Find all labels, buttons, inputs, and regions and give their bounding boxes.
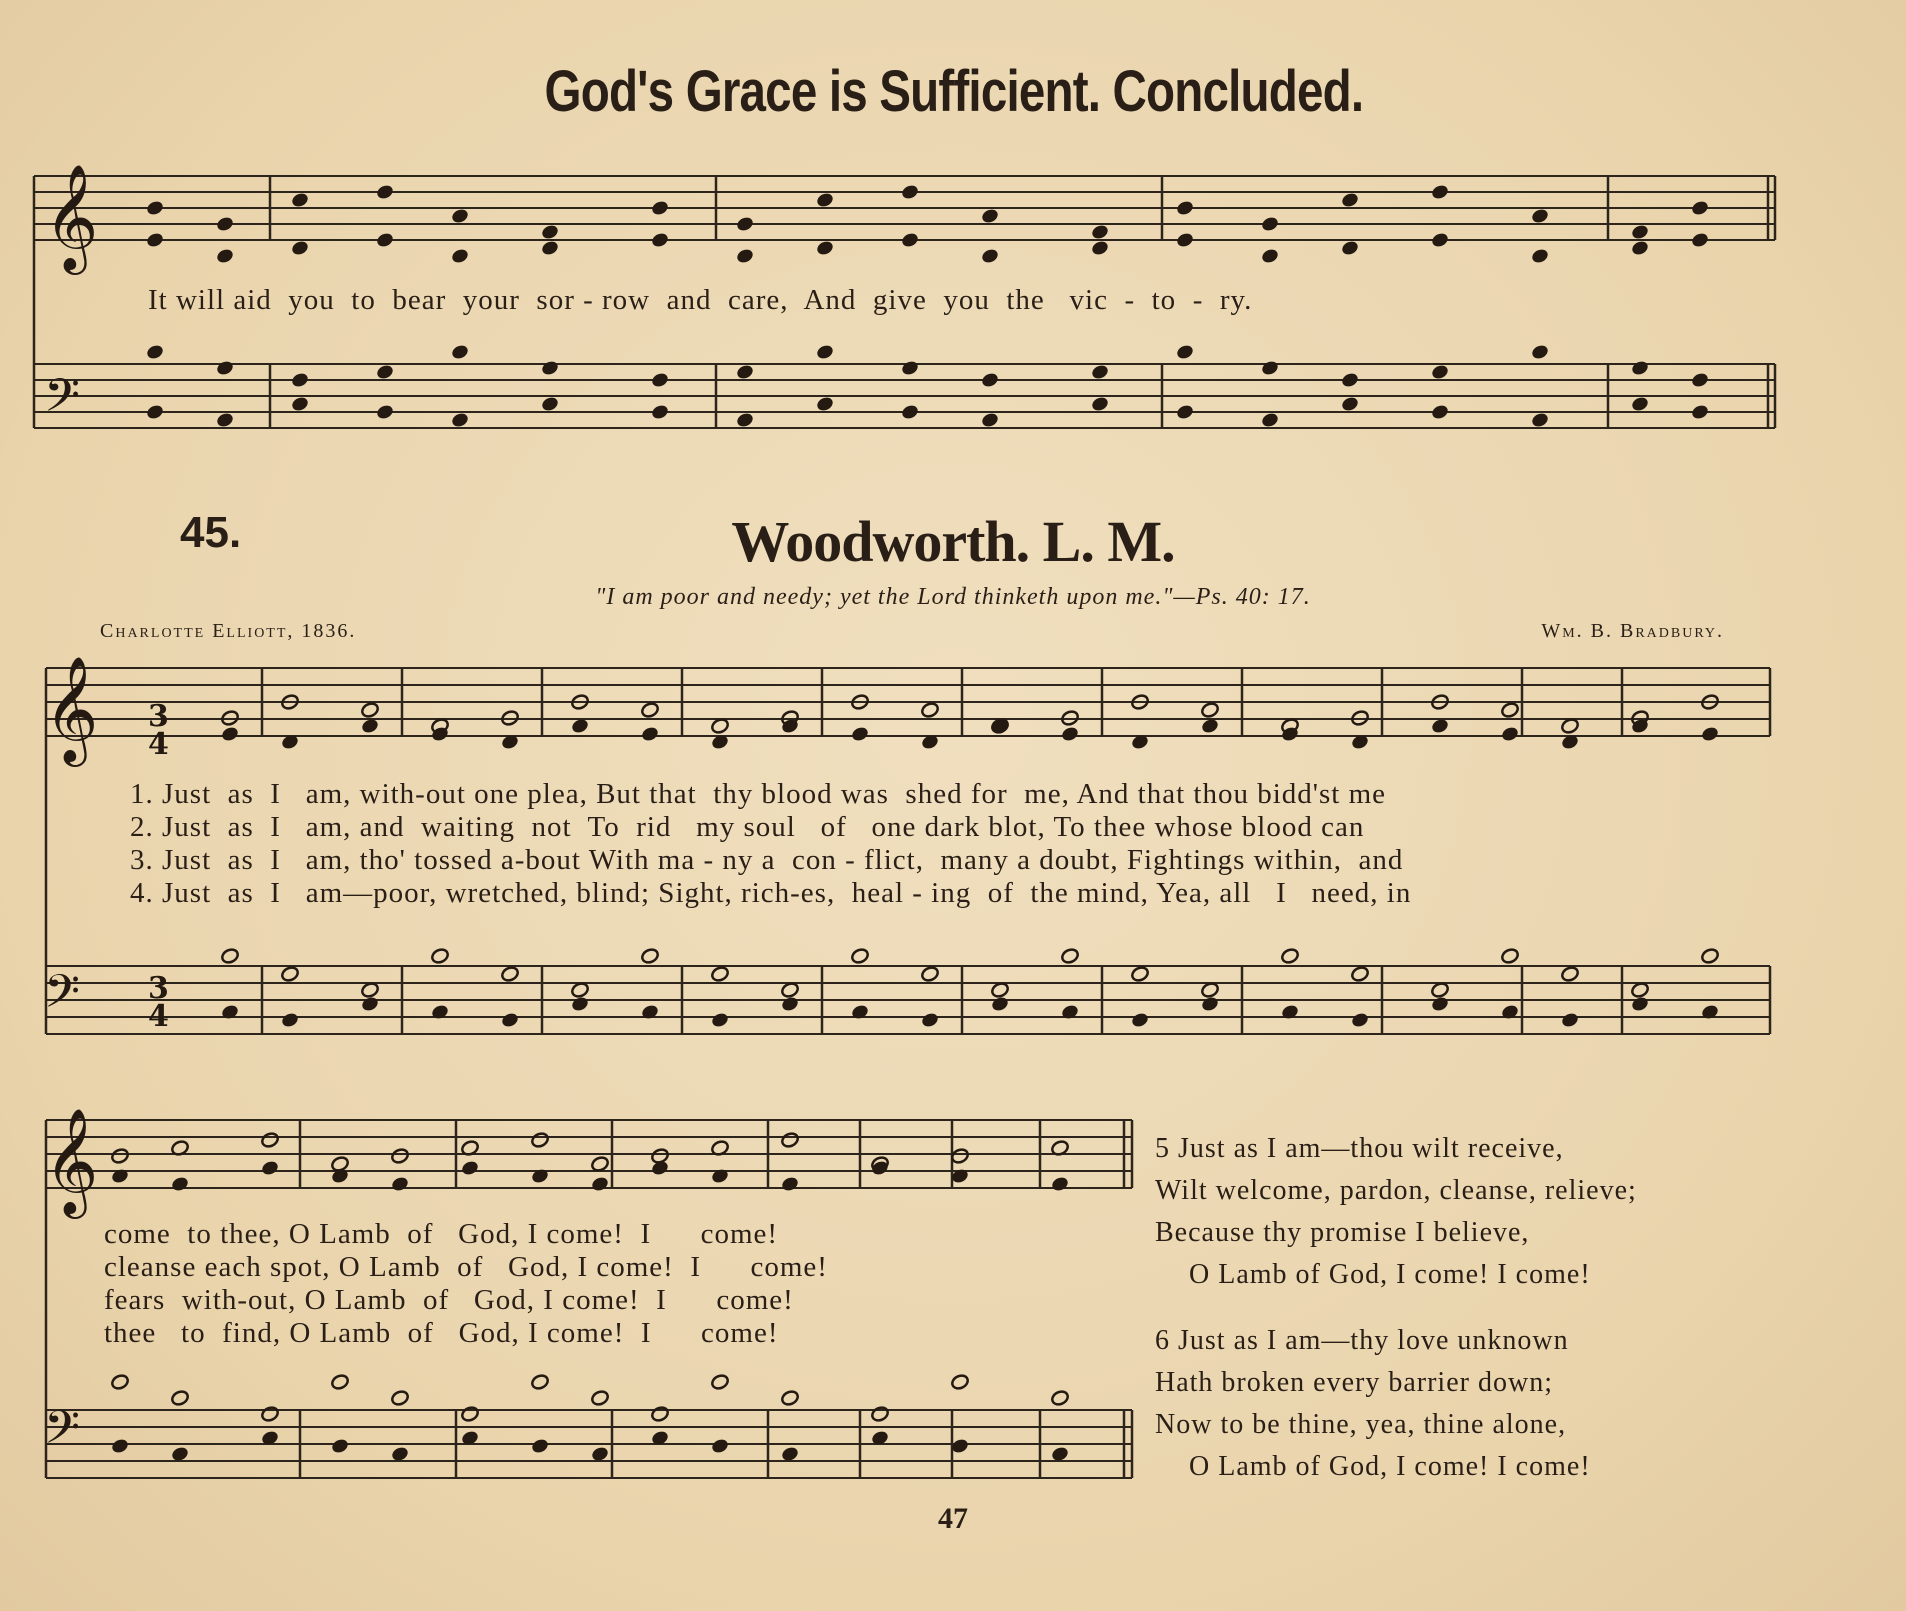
note-head: [1340, 239, 1360, 257]
note-head: [710, 1011, 730, 1029]
note-head: [390, 1175, 410, 1193]
note-head: [870, 1405, 890, 1423]
verse-3-line-2: fears with-out, O Lamb of God, I come! I come!: [104, 1284, 794, 1316]
note-head: [1500, 725, 1520, 743]
scripture-epigraph: "I am poor and needy; yet the Lord thinketh upon me."—Ps. 40: 17.: [595, 584, 1311, 610]
note-head: [1175, 231, 1195, 249]
time-signature-top: 3: [148, 699, 169, 734]
lyric-syllable: you: [288, 284, 335, 316]
note-head: [530, 1131, 550, 1149]
bass-staff: [46, 966, 1770, 1034]
note-head: [735, 215, 755, 233]
note-head: [110, 1373, 130, 1391]
note-head: [1690, 199, 1710, 217]
note-head: [1560, 965, 1580, 983]
note-head: [450, 207, 470, 225]
note-head: [1050, 1389, 1070, 1407]
note-head: [1690, 371, 1710, 389]
note-head: [1530, 343, 1550, 361]
note-head: [735, 411, 755, 429]
treble-clef-icon: 𝄞: [44, 163, 99, 270]
note-head: [780, 1389, 800, 1407]
treble-clef-icon: 𝄞: [44, 1107, 99, 1214]
note-head: [900, 403, 920, 421]
note-head: [1700, 947, 1720, 965]
verse-2-line-1: 2. Just as I am, and waiting not To rid my soul of one dark blot, To thee whose blood can: [130, 811, 1365, 843]
note-head: [540, 395, 560, 413]
note-head: [460, 1159, 480, 1177]
note-head: [900, 231, 920, 249]
lyric-syllable: care,: [728, 284, 789, 316]
note-head: [850, 947, 870, 965]
note-head: [640, 701, 660, 719]
note-head: [530, 1437, 550, 1455]
note-head: [1060, 1003, 1080, 1021]
note-head: [980, 411, 1000, 429]
lyric-syllable: vic: [1069, 284, 1108, 316]
note-head: [1630, 223, 1650, 241]
note-head: [1260, 359, 1280, 377]
note-head: [850, 1003, 870, 1021]
lyric-syllable: your: [462, 284, 520, 316]
bass-clef-icon: 𝄢: [44, 1401, 81, 1466]
note-head: [920, 965, 940, 983]
note-head: [375, 183, 395, 201]
note-head: [1430, 183, 1450, 201]
verse-4-line-2: thee to find, O Lamb of God, I come! I come!: [104, 1317, 779, 1349]
time-signature-bottom: 4: [148, 727, 169, 762]
note-head: [1280, 947, 1300, 965]
verse-1-line-2: come to thee, O Lamb of God, I come! I come!: [104, 1218, 779, 1250]
treble-staff: [34, 176, 1775, 240]
note-head: [640, 1003, 660, 1021]
note-head: [390, 1389, 410, 1407]
note-head: [145, 343, 165, 361]
note-head: [815, 343, 835, 361]
note-head: [1500, 701, 1520, 719]
note-head: [640, 947, 660, 965]
note-head: [780, 1131, 800, 1149]
note-head: [735, 247, 755, 265]
note-head: [850, 725, 870, 743]
bass-staff: [46, 1410, 1132, 1478]
note-head: [500, 1011, 520, 1029]
note-head: [650, 371, 670, 389]
stanza-line: O Lamb of God, I come! I come!: [1189, 1259, 1591, 1290]
note-head: [530, 1167, 550, 1185]
note-head: [215, 411, 235, 429]
note-head: [590, 1389, 610, 1407]
note-head: [170, 1175, 190, 1193]
note-head: [590, 1175, 610, 1193]
note-head: [290, 371, 310, 389]
note-head: [650, 231, 670, 249]
note-head: [1630, 995, 1650, 1013]
note-head: [375, 403, 395, 421]
note-head: [1700, 725, 1720, 743]
note-head: [530, 1373, 550, 1391]
lyric-syllable: to: [1151, 284, 1177, 316]
note-head: [650, 1405, 670, 1423]
note-head: [450, 411, 470, 429]
note-head: [215, 359, 235, 377]
lyric-syllable: aid: [233, 284, 272, 316]
note-head: [500, 965, 520, 983]
note-head: [1560, 1011, 1580, 1029]
stanza-line: Now to be thine, yea, thine alone,: [1155, 1409, 1567, 1440]
song-title-concluded: God's Grace is Sufficient. Concluded.: [544, 59, 1364, 124]
note-head: [1260, 215, 1280, 233]
note-head: [1700, 1003, 1720, 1021]
stanza-line: Hath broken every barrier down;: [1155, 1367, 1553, 1398]
stanza-line: O Lamb of God, I come! I come!: [1189, 1451, 1591, 1482]
note-head: [1200, 995, 1220, 1013]
verse-3-line-1: 3. Just as I am, tho' tossed a-bout With ma - ny a con - flict, many a doubt, Fightings within, and: [130, 844, 1404, 876]
note-head: [1340, 395, 1360, 413]
note-head: [640, 725, 660, 743]
note-head: [1130, 965, 1150, 983]
lyric-syllable: -: [1192, 284, 1204, 316]
stanza-6: [1155, 1320, 1591, 1488]
note-head: [1260, 411, 1280, 429]
note-head: [1690, 231, 1710, 249]
treble-staff: [46, 668, 1770, 736]
note-head: [1690, 403, 1710, 421]
note-head: [110, 1167, 130, 1185]
note-head: [170, 1389, 190, 1407]
note-head: [450, 247, 470, 265]
note-head: [540, 223, 560, 241]
lyric-syllable: bear: [392, 284, 447, 316]
note-head: [980, 207, 1000, 225]
treble-clef-icon: 𝄞: [44, 655, 99, 762]
note-head: [290, 239, 310, 257]
note-head: [460, 1405, 480, 1423]
verse-2-line-2: cleanse each spot, O Lamb of God, I come! I come!: [104, 1251, 828, 1283]
note-head: [110, 1147, 130, 1165]
verse-4-line-1: 4. Just as I am—poor, wretched, blind; Sight, rich-es, heal - ing of the mind, Yea, all I need, in: [130, 877, 1412, 909]
note-head: [735, 363, 755, 381]
note-head: [1350, 965, 1370, 983]
note-head: [650, 403, 670, 421]
note-head: [950, 1373, 970, 1391]
note-head: [1175, 199, 1195, 217]
lyric-syllable: you: [943, 284, 990, 316]
stanza-line: Wilt welcome, pardon, cleanse, relieve;: [1155, 1175, 1637, 1206]
note-head: [710, 965, 730, 983]
note-head: [220, 1003, 240, 1021]
note-head: [540, 239, 560, 257]
stanza-line: Because thy promise I believe,: [1155, 1217, 1530, 1248]
note-head: [990, 995, 1010, 1013]
note-head: [1500, 1003, 1520, 1021]
note-head: [920, 1011, 940, 1029]
lyric-syllable: the: [1006, 284, 1045, 316]
note-head: [110, 1437, 130, 1455]
note-head: [375, 363, 395, 381]
note-head: [980, 247, 1000, 265]
note-head: [375, 231, 395, 249]
note-head: [280, 965, 300, 983]
note-head: [390, 1147, 410, 1165]
note-head: [1200, 701, 1220, 719]
note-head: [1530, 411, 1550, 429]
note-head: [260, 1405, 280, 1423]
verse-1-line-1: 1. Just as I am, with-out one plea, But that thy blood was shed for me, And that thou bidd'st me: [130, 778, 1387, 810]
note-head: [430, 1003, 450, 1021]
note-head: [1260, 247, 1280, 265]
note-head: [330, 1373, 350, 1391]
note-head: [220, 947, 240, 965]
note-head: [780, 1175, 800, 1193]
note-head: [1280, 1003, 1300, 1021]
note-head: [650, 199, 670, 217]
note-head: [1090, 395, 1110, 413]
treble-staff: [46, 1120, 1132, 1188]
note-head: [360, 995, 380, 1013]
lyric-syllable: will: [175, 284, 226, 316]
note-head: [290, 191, 310, 209]
note-head: [220, 725, 240, 743]
note-head: [1430, 231, 1450, 249]
composer-credit: Wm. B. Bradbury.: [1541, 620, 1724, 642]
note-head: [1340, 371, 1360, 389]
note-head: [1175, 343, 1195, 361]
note-head: [430, 947, 450, 965]
note-head: [260, 1131, 280, 1149]
lyric-syllable: give: [872, 284, 927, 316]
lyric-syllable: It: [148, 284, 168, 316]
note-head: [290, 395, 310, 413]
note-head: [815, 239, 835, 257]
lyric-syllable: sor - row: [536, 284, 651, 316]
lyric-syllable: to: [351, 284, 376, 316]
note-head: [1130, 1011, 1150, 1029]
note-head: [145, 199, 165, 217]
note-head: [815, 191, 835, 209]
author-credit: Charlotte Elliott, 1836.: [100, 620, 357, 642]
lyric-syllable: And: [803, 284, 857, 316]
bass-staff: [34, 364, 1775, 428]
note-head: [215, 215, 235, 233]
note-head: [145, 231, 165, 249]
note-head: [815, 395, 835, 413]
note-head: [1430, 363, 1450, 381]
note-head: [1630, 395, 1650, 413]
bass-clef-icon: 𝄢: [44, 965, 81, 1030]
stanza-line: 6 Just as I am—thy love unknown: [1155, 1325, 1569, 1356]
note-head: [1090, 223, 1110, 241]
note-head: [330, 1437, 350, 1455]
note-head: [1090, 239, 1110, 257]
note-head: [1340, 191, 1360, 209]
lyric-syllable: and: [666, 284, 712, 316]
lyric-syllable: ry.: [1219, 284, 1253, 316]
note-head: [1350, 1011, 1370, 1029]
stanza-line: 5 Just as I am—thou wilt receive,: [1155, 1133, 1564, 1164]
note-head: [1500, 947, 1520, 965]
hymn-number: 45.: [180, 508, 242, 557]
note-head: [570, 995, 590, 1013]
note-head: [540, 359, 560, 377]
note-head: [215, 247, 235, 265]
note-head: [260, 1159, 280, 1177]
note-head: [1530, 207, 1550, 225]
note-head: [1060, 947, 1080, 965]
note-head: [1630, 239, 1650, 257]
note-head: [1090, 363, 1110, 381]
time-signature-bottom: 4: [148, 999, 169, 1034]
note-head: [980, 371, 1000, 389]
note-head: [710, 1373, 730, 1391]
lyric-syllable: -: [1124, 284, 1136, 316]
hymn-title: Woodworth. L. M.: [731, 509, 1175, 574]
note-head: [1530, 247, 1550, 265]
bass-clef-icon: 𝄢: [44, 369, 81, 434]
note-head: [1630, 359, 1650, 377]
note-head: [1430, 995, 1450, 1013]
note-head: [710, 1437, 730, 1455]
note-head: [1175, 403, 1195, 421]
note-head: [280, 1011, 300, 1029]
header-lyric-line: [148, 284, 1252, 317]
note-head: [710, 1167, 730, 1185]
time-signature-top: 3: [148, 971, 169, 1006]
note-head: [360, 701, 380, 719]
note-head: [900, 359, 920, 377]
note-head: [920, 701, 940, 719]
note-head: [450, 343, 470, 361]
note-head: [1430, 403, 1450, 421]
note-head: [900, 183, 920, 201]
note-head: [145, 403, 165, 421]
stanza-5: [1155, 1128, 1637, 1296]
note-head: [780, 995, 800, 1013]
note-head: [1050, 1175, 1070, 1193]
note-head: [1060, 725, 1080, 743]
page-number: 47: [938, 1502, 968, 1535]
